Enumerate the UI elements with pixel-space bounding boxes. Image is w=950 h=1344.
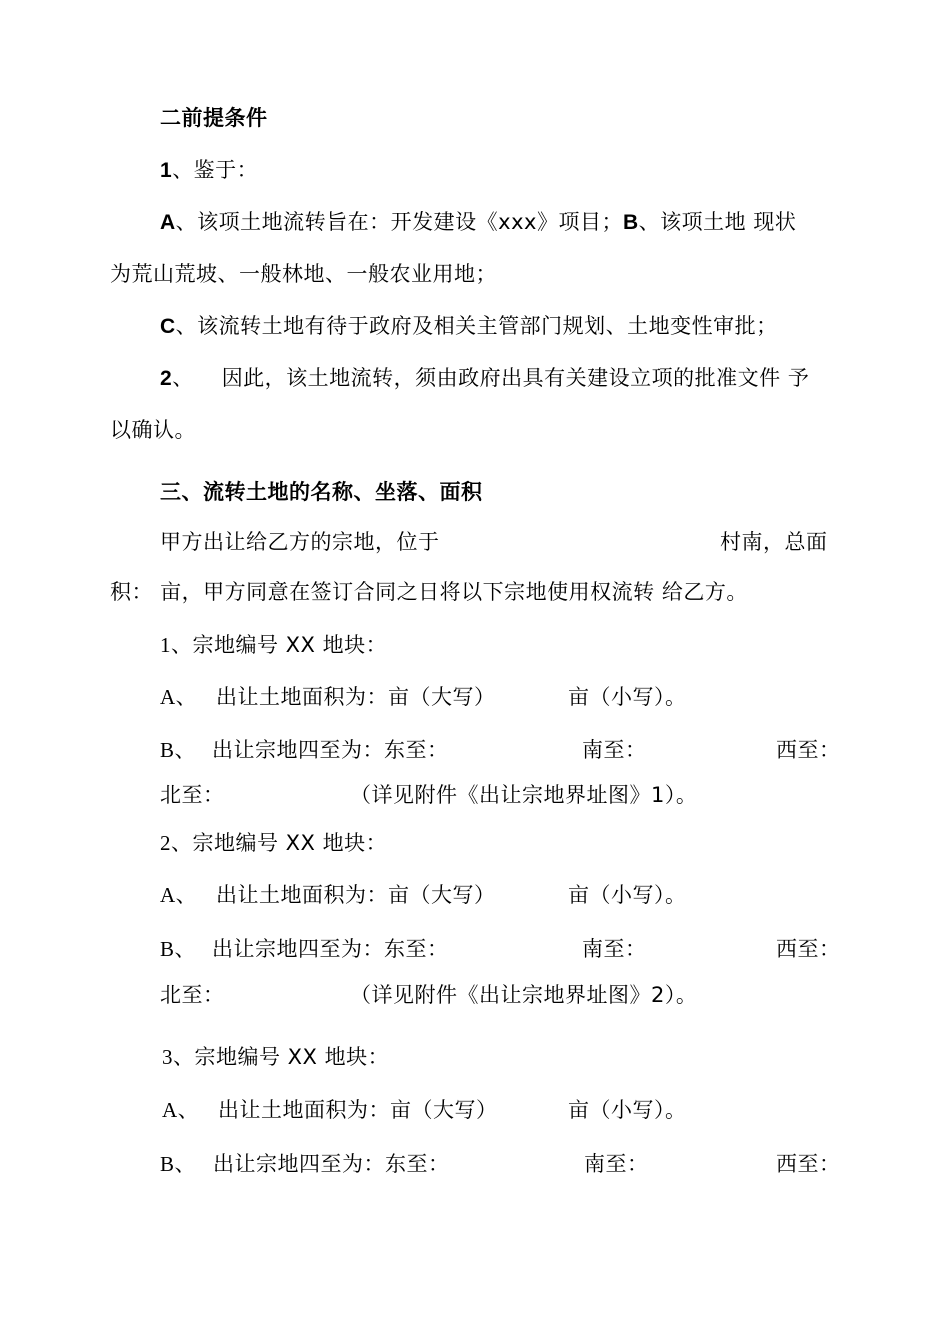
parcel-number: 1 xyxy=(160,633,171,657)
clause-letter-a: A xyxy=(160,211,176,234)
parcel-number: 3 xyxy=(162,1045,173,1069)
parcel-2-north xyxy=(160,982,850,1008)
clause-b-continuation: 为荒山荒坡、一般林地、一般农业用地； xyxy=(110,262,497,286)
attachment-note: （详见附件《出让宗地界址图》2）。 xyxy=(350,983,698,1007)
parcel-3-title xyxy=(162,1044,389,1070)
clause-a-text: 、该项土地流转旨在：开发建设《xxx》项目； xyxy=(175,210,623,234)
intro-line xyxy=(160,529,850,555)
attachment-note: （详见附件《出让宗地界址图》1）。 xyxy=(350,783,698,807)
clause-letter-b: B xyxy=(622,211,639,234)
clause-b-text: 、该项土地 现状 xyxy=(638,210,797,234)
intro-continuation: 积： 亩，甲方同意在签订合同之日将以下宗地使用权流转 给乙方。 xyxy=(110,580,748,604)
boundary-east: 出让宗地四至为：东至： xyxy=(212,937,449,961)
boundary-east: 出让宗地四至为：东至： xyxy=(213,1152,450,1176)
boundary-north: 北至： xyxy=(160,983,225,1007)
area-small: 亩（小写）。 xyxy=(568,1098,687,1122)
parcel-title-text: 、宗地编号 XX 地块： xyxy=(171,831,388,855)
boundary-west: 西至： xyxy=(776,738,841,762)
parcel-1-boundary xyxy=(160,737,850,763)
boundary-south: 南至： xyxy=(582,937,647,961)
boundary-south: 南至： xyxy=(582,738,647,762)
area-label: A、 xyxy=(160,685,198,709)
clause-2-continuation: 以确认。 xyxy=(110,418,196,442)
clause-text: 、鉴于： xyxy=(172,158,259,182)
clause-2 xyxy=(160,365,809,392)
parcel-1-title xyxy=(160,632,387,658)
area-text: 出让土地面积为：亩（大写） xyxy=(216,685,496,709)
boundary-label: B、 xyxy=(160,738,197,762)
boundary-west: 西至： xyxy=(776,1152,841,1176)
boundary-east: 出让宗地四至为：东至： xyxy=(212,738,449,762)
clause-2-text: 因此，该土地流转，须由政府出具有关建设立项的批准文件 予 xyxy=(221,366,810,390)
clause-letter-c: C xyxy=(160,315,176,338)
clause-c xyxy=(160,313,778,340)
parcel-number: 2 xyxy=(160,831,171,855)
area-small: 亩（小写）。 xyxy=(568,883,687,907)
area-label: A、 xyxy=(162,1098,200,1122)
area-text: 出让土地面积为：亩（大写） xyxy=(216,883,496,907)
clause-1 xyxy=(160,157,258,184)
area-label: A、 xyxy=(160,883,198,907)
parcel-1-area xyxy=(160,684,850,710)
section-title-preconditions: 二前提条件 xyxy=(160,106,268,130)
boundary-label: B、 xyxy=(160,937,197,961)
clause-a xyxy=(160,209,796,236)
boundary-north: 北至： xyxy=(160,783,225,807)
boundary-west: 西至： xyxy=(776,937,841,961)
parcel-1-north xyxy=(160,782,850,808)
clause-number: 1 xyxy=(160,159,173,182)
section-title-land: 三、流转土地的名称、坐落、面积 xyxy=(160,480,483,504)
clause-c-text: 、该流转土地有待于政府及相关主管部门规划、土地变性审批； xyxy=(175,314,778,338)
parcel-2-boundary xyxy=(160,936,850,962)
parcel-2-title xyxy=(160,830,387,856)
clause-number-2: 2 xyxy=(160,367,173,390)
parcel-3-boundary xyxy=(160,1151,850,1177)
intro-village: 村南，总面 xyxy=(720,530,828,554)
area-small: 亩（小写）。 xyxy=(568,685,687,709)
parcel-3-area xyxy=(162,1097,852,1123)
parcel-title-text: 、宗地编号 XX 地块： xyxy=(173,1045,390,1069)
boundary-south: 南至： xyxy=(584,1152,649,1176)
parcel-title-text: 、宗地编号 XX 地块： xyxy=(171,633,388,657)
area-text: 出让土地面积为：亩（大写） xyxy=(218,1098,498,1122)
intro-location: 甲方出让给乙方的宗地，位于 xyxy=(160,530,440,554)
parcel-2-area xyxy=(160,882,850,908)
clause-2-sep: 、 xyxy=(172,366,194,390)
boundary-label: B、 xyxy=(160,1152,197,1176)
